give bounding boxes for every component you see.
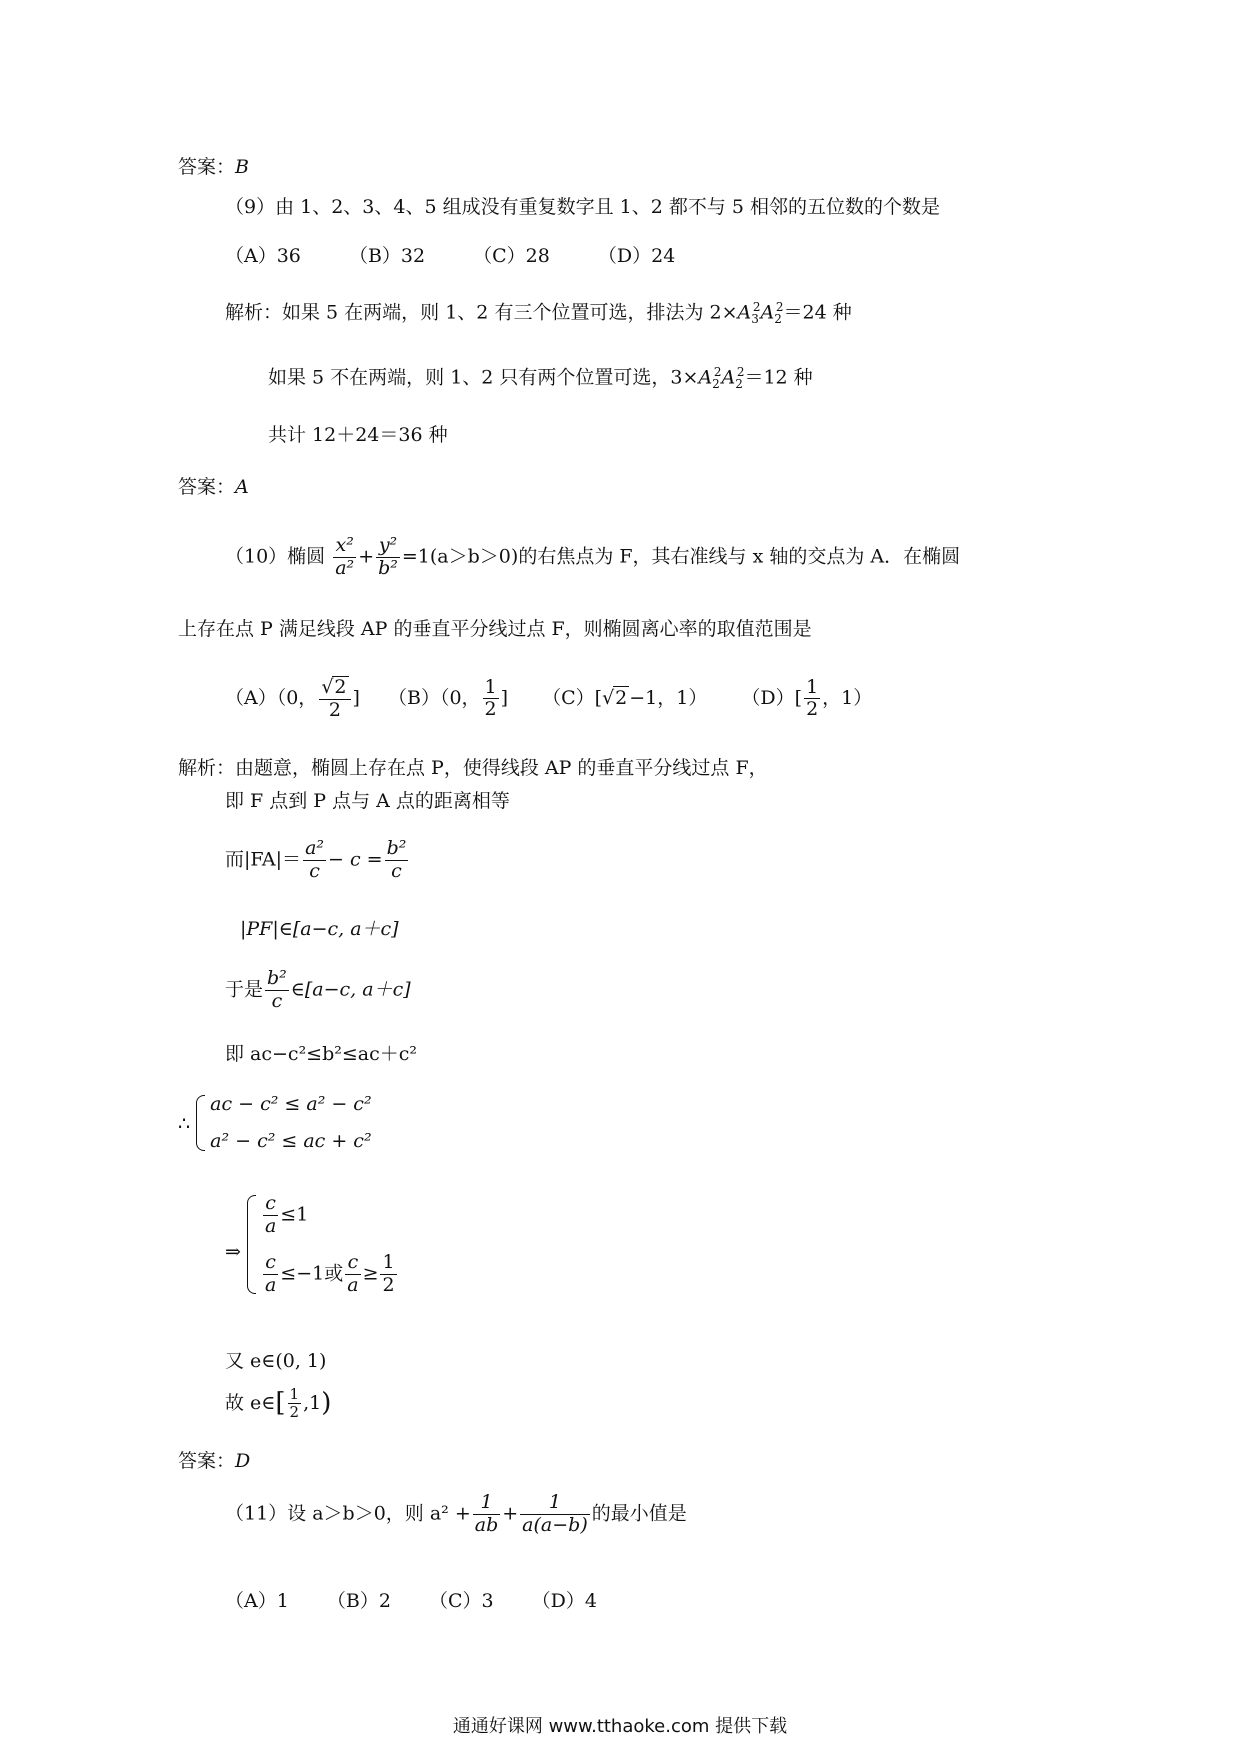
q11-stem: （11）设 a＞b＞0，则 a² + $\frac{1}{ab}$ + $\frac{1}{a(a-b)}$ 的最小值是 [225,1491,687,1536]
q9-option-b: （B）32 [348,245,426,267]
page-footer: 通通好课网 www.tthaoke.com 提供下载 [452,1716,788,1737]
q11-option-c: （C）3 [428,1590,494,1612]
q10-gu-line: 故 e∈[ $\frac{1}{2}$ ,1) [225,1385,332,1422]
fraction-x2-a2: $\frac{\text{x²}}{\text{a²}}$ [335,534,355,579]
q10-option-a: （A）（0， $\frac{√2}{2}$ ] [225,676,360,721]
q10-ji-line: 即 ac−c²≤b²≤ac＋c² [225,1043,418,1065]
q9-analysis-line2: 如果 5 不在两端，则 1、2 只有两个位置可选，$3\times A_2^2A_2^2=12$ 种 [268,365,813,392]
q9-option-a: （A）36 [225,245,301,267]
q10-system-1: ∴ ac − c² ≤ a² − c² a² − c² ≤ ac + c² [178,1093,372,1152]
q9-option-d: （D）24 [597,245,676,267]
q10-stem-line2: 上存在点 P 满足线段 AP 的垂直平分线过点 F，则椭圆离心率的取值范围是 [178,618,812,640]
q10-option-c: （C）[√2 −1，1） [542,686,708,709]
q10-stem-line1: （10）椭圆 $\frac{\text{x²}}{\text{a²}}$ + $\frac{\text{y²}}{\text{b²}}$ =1(a＞b＞0)的右焦点为 F，其右准线与 x 轴的交点为 A．在椭圆 [225,534,961,579]
q10-fa-equation: 而|FA|＝ $\frac{\text{a²}}{c}$ − c = $\frac{\text{b²}}{c}$ [225,837,407,882]
q9-options [225,245,675,268]
answer-q10: 答案：D [178,1450,251,1472]
q10-analysis-line2: 即 F 点到 P 点与 A 点的距离相等 [225,790,510,812]
q10-yushi-line: 于是 $\frac{\text{b²}}{c}$ ∈[a−c, a＋c] [225,967,411,1012]
fraction-y2-b2: $\frac{\text{y²}}{\text{b²}}$ [378,534,398,579]
q11-option-b: （B）2 [326,1590,391,1612]
q10-option-b: （B）（0， $\frac{1}{2}$ ] [387,675,509,721]
q9-analysis-line1: 解析：如果 5 在两端，则 1、2 有三个位置可选，排法为 $2\times A_3^2A_2^2=24$ 种 [225,300,852,327]
q10-options [225,676,872,722]
q11-options [225,1590,597,1613]
q10-analysis-line1: 解析：由题意，椭圆上存在点 P，使得线段 AP 的垂直平分线过点 F， [178,757,768,779]
answer-q8: 答案：B [178,156,249,178]
q9-stem: （9）由 1、2、3、4、5 组成没有重复数字且 1、2 都不与 5 相邻的五位数的个数是 [225,196,941,218]
q10-system-2: ⇒ $\frac{c}{a}$ ≤1 $\frac{c}{a}$ ≤−1或 $\frac{c}{a}$ ≥ $\frac{1}{2}$ [225,1193,399,1296]
q10-pf-range: |PF|∈[a−c, a＋c] [240,918,399,940]
q11-option-d: （D）4 [531,1590,597,1612]
q9-analysis-line3: 共计 12＋24＝36 种 [268,424,448,446]
q9-option-c: （C）28 [473,245,550,267]
q10-you-line: 又 e∈(0, 1) [225,1350,327,1372]
answer-q9: 答案：A [178,476,249,498]
q10-option-d: （D）[ $\frac{1}{2}$ ，1） [741,675,873,721]
q11-option-a: （A）1 [225,1590,289,1612]
